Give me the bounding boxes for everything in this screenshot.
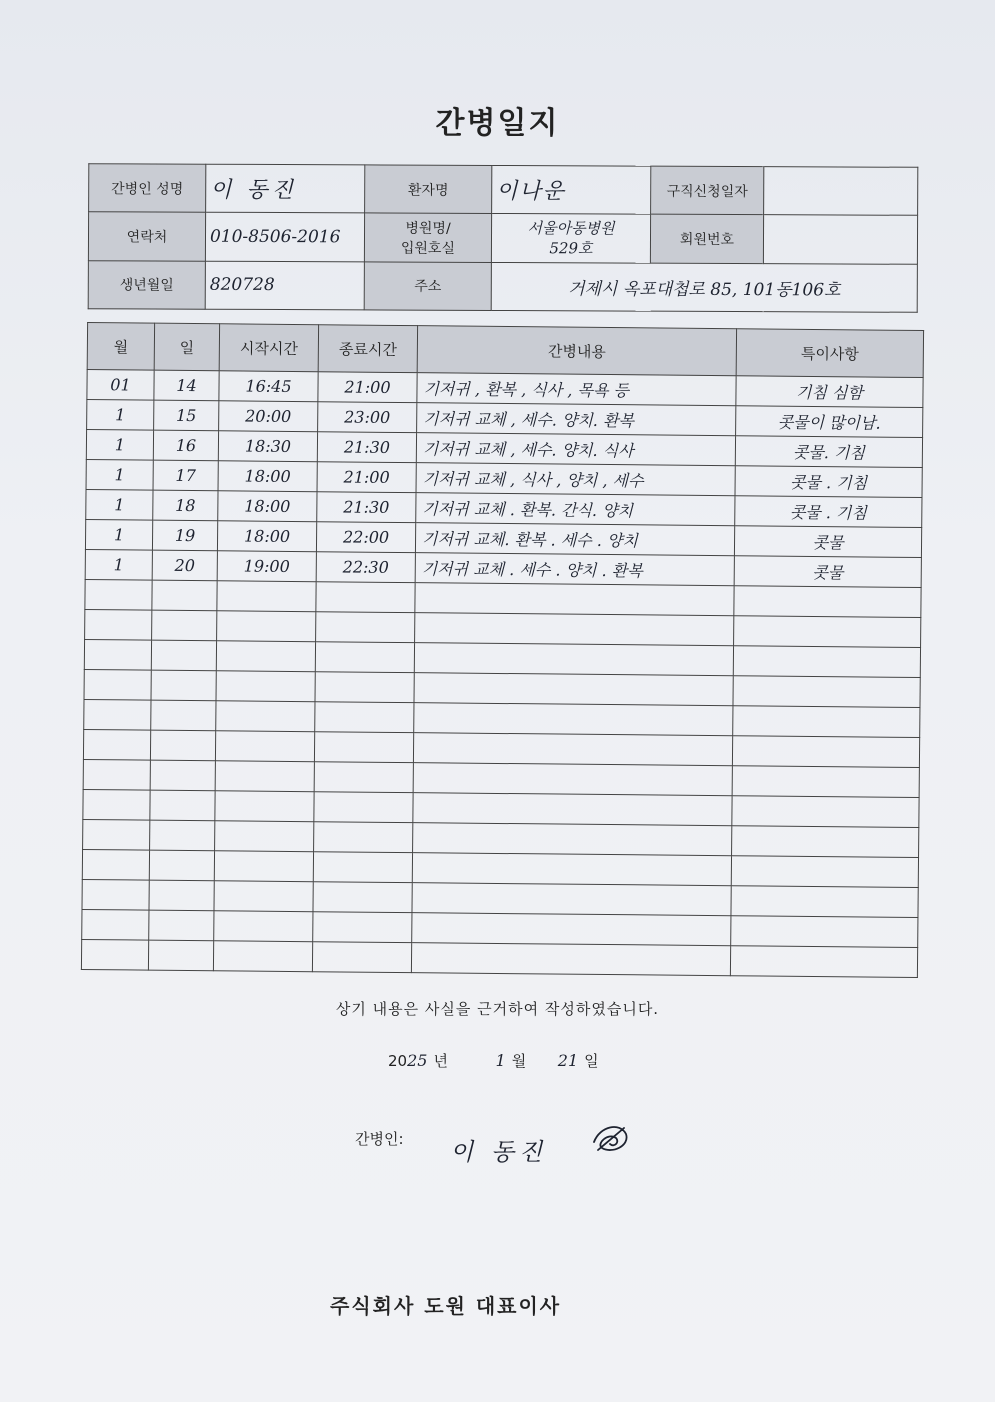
cell-start: 18:00 [218, 461, 317, 492]
empty-cell [152, 610, 217, 641]
empty-cell [84, 699, 151, 730]
empty-cell [315, 672, 414, 703]
cell-month: 1 [87, 399, 154, 430]
cell-start: 16:45 [219, 371, 318, 402]
empty-cell [85, 579, 152, 610]
cell-content: 기저귀 교체. 환복 . 세수 . 양치 [415, 523, 734, 556]
signer-label: 간병인: [355, 1130, 404, 1148]
empty-cell [82, 879, 149, 910]
cell-day: 18 [153, 490, 218, 521]
care-log-table [81, 322, 924, 978]
empty-cell [730, 946, 917, 978]
empty-cell [313, 912, 412, 943]
cell-content: 기저귀 교체 , 세수. 양치. 환복 [417, 403, 736, 436]
empty-cell [413, 823, 732, 856]
cell-content: 기저귀 교체 . 환복. 간식. 양치 [416, 493, 735, 526]
day-label: 일 [584, 1052, 599, 1070]
empty-cell [82, 909, 149, 940]
caregiver-name-value: 이 동진 [206, 164, 365, 213]
hospital-label: 병원명/ 입원호실 [364, 213, 491, 262]
cell-month: 01 [87, 370, 154, 401]
empty-cell [732, 796, 919, 828]
empty-cell [412, 853, 731, 886]
empty-cell [81, 939, 148, 970]
cell-end: 21:00 [317, 462, 416, 493]
cell-notes: 콧물. 기침 [735, 436, 922, 468]
col-content-header: 간병내용 [417, 326, 736, 376]
empty-cell [313, 852, 412, 883]
empty-cell [413, 733, 732, 766]
empty-cell [315, 642, 414, 673]
cell-content: 기저귀 교체 , 식사 , 양치 , 세수 [416, 463, 735, 496]
empty-cell [148, 940, 213, 971]
empty-cell [151, 640, 216, 671]
year-prefix: 20 [388, 1052, 408, 1070]
cell-month: 1 [86, 459, 153, 490]
cell-start: 19:00 [217, 551, 316, 582]
birth-value: 820728 [205, 261, 364, 310]
empty-cell [314, 732, 413, 763]
empty-cell [732, 736, 919, 768]
empty-cell [85, 609, 152, 640]
col-start-header: 시작시간 [219, 324, 318, 372]
empty-cell [149, 910, 214, 941]
empty-cell [149, 880, 214, 911]
year-handwritten: 25 [407, 1051, 428, 1070]
empty-cell [413, 763, 732, 796]
statement-text: 상기 내용은 사실을 근거하여 작성하였습니다. [335, 1000, 660, 1018]
hospital-value: 서울아동병원 529호 [491, 214, 650, 263]
cell-notes: 콧물이 많이남. [736, 406, 923, 438]
patient-name-value: 이나운 [492, 165, 651, 214]
patient-name-label: 환자명 [365, 165, 492, 214]
empty-cell [415, 583, 734, 616]
empty-cell [415, 613, 734, 646]
empty-cell [731, 916, 918, 948]
empty-cell [83, 759, 150, 790]
empty-cell [216, 671, 315, 702]
year-label: 년 [433, 1052, 448, 1070]
empty-cell [316, 582, 415, 613]
empty-cell [215, 731, 314, 762]
empty-cell [150, 820, 215, 851]
empty-cell [314, 822, 413, 853]
empty-cell [151, 700, 216, 731]
empty-cell [215, 761, 314, 792]
empty-cell [314, 762, 413, 793]
job-date-value [764, 167, 918, 216]
empty-cell [216, 641, 315, 672]
empty-cell [216, 701, 315, 732]
cell-notes: 기침 심함 [736, 376, 923, 408]
day-handwritten: 21 [557, 1051, 579, 1070]
empty-cell [733, 646, 920, 678]
cell-month: 1 [86, 429, 153, 460]
month-label: 월 [511, 1052, 527, 1070]
care-log-body [81, 370, 923, 978]
cell-start: 18:30 [218, 431, 317, 462]
empty-cell [412, 913, 731, 946]
empty-cell [150, 730, 215, 761]
info-table [88, 163, 919, 313]
cell-start: 20:00 [219, 401, 318, 432]
empty-cell [215, 791, 314, 822]
contact-label: 연락처 [88, 212, 205, 261]
empty-cell [313, 882, 412, 913]
empty-cell [214, 851, 313, 882]
empty-cell [151, 670, 216, 701]
empty-cell [733, 706, 920, 738]
empty-cell [316, 612, 415, 643]
cell-end: 21:30 [317, 432, 416, 463]
empty-cell [83, 789, 150, 820]
cell-day: 16 [153, 430, 218, 461]
cell-day: 15 [154, 400, 219, 431]
empty-cell [734, 616, 921, 648]
cell-month: 1 [85, 519, 152, 550]
empty-cell [84, 669, 151, 700]
empty-cell [414, 643, 733, 676]
member-number-label: 회원번호 [650, 214, 763, 263]
empty-cell [82, 849, 149, 880]
cell-start: 18:00 [217, 521, 316, 552]
empty-cell [732, 826, 919, 858]
empty-cell [84, 639, 151, 670]
empty-cell [414, 673, 733, 706]
signature-mark [590, 1120, 632, 1158]
contact-value: 010-8506-2016 [205, 213, 364, 262]
empty-cell [213, 941, 312, 972]
month-handwritten: 1 [495, 1051, 506, 1070]
empty-cell [411, 943, 730, 976]
address-value: 거제시 옥포대첩로 85, 101동106호 [491, 262, 917, 312]
empty-cell [83, 729, 150, 760]
signer-name: 이 동진 [450, 1138, 548, 1166]
empty-cell [312, 942, 411, 973]
job-date-label: 구직신청일자 [651, 166, 764, 215]
empty-cell [734, 586, 921, 618]
cell-month: 1 [85, 549, 152, 580]
cell-content: 기저귀 , 환복 , 식사 , 목욕 등 [417, 373, 736, 406]
empty-cell [731, 856, 918, 888]
birth-label: 생년월일 [88, 260, 205, 309]
cell-day: 20 [152, 550, 217, 581]
caregiver-name-label: 간병인 성명 [89, 164, 206, 213]
cell-notes: 콧물 . 기침 [735, 496, 922, 528]
cell-end: 21:30 [317, 492, 416, 523]
page-title: 간병일지 [435, 106, 560, 141]
col-month-header: 월 [87, 323, 154, 371]
empty-cell [413, 793, 732, 826]
col-notes-header: 특이사항 [736, 329, 923, 378]
empty-cell [414, 703, 733, 736]
cell-day: 17 [153, 460, 218, 491]
address-label: 주소 [364, 262, 491, 311]
col-end-header: 종료시간 [318, 325, 417, 373]
cell-notes: 콧물 [734, 526, 921, 558]
cell-end: 21:00 [318, 372, 417, 403]
empty-cell [733, 676, 920, 708]
cell-end: 23:00 [318, 402, 417, 433]
cell-start: 18:00 [218, 491, 317, 522]
company-signature: 주식회사 도원 대표이사 [330, 1294, 562, 1318]
cell-content: 기저귀 교체 , 세수. 양치. 식사 [416, 433, 735, 466]
empty-cell [152, 580, 217, 611]
empty-cell [217, 611, 316, 642]
empty-cell [214, 881, 313, 912]
cell-notes: 콧물 [734, 556, 921, 588]
col-day-header: 일 [154, 323, 219, 371]
empty-cell [412, 883, 731, 916]
cell-day: 14 [154, 370, 219, 401]
empty-cell [314, 792, 413, 823]
cell-notes: 콧물 . 기침 [735, 466, 922, 498]
member-number-value [763, 215, 917, 264]
empty-cell [150, 790, 215, 821]
empty-cell [731, 886, 918, 918]
empty-cell [150, 760, 215, 791]
cell-day: 19 [152, 520, 217, 551]
date-line [388, 1050, 605, 1071]
cell-end: 22:30 [316, 552, 415, 583]
empty-cell [732, 766, 919, 798]
cell-content: 기저귀 교체 . 세수 . 양치 . 환복 [415, 553, 734, 586]
empty-cell [215, 821, 314, 852]
empty-cell [217, 581, 316, 612]
empty-cell [83, 819, 150, 850]
empty-cell [149, 850, 214, 881]
empty-cell [315, 702, 414, 733]
empty-cell [214, 911, 313, 942]
cell-end: 22:00 [316, 522, 415, 553]
cell-month: 1 [86, 489, 153, 520]
